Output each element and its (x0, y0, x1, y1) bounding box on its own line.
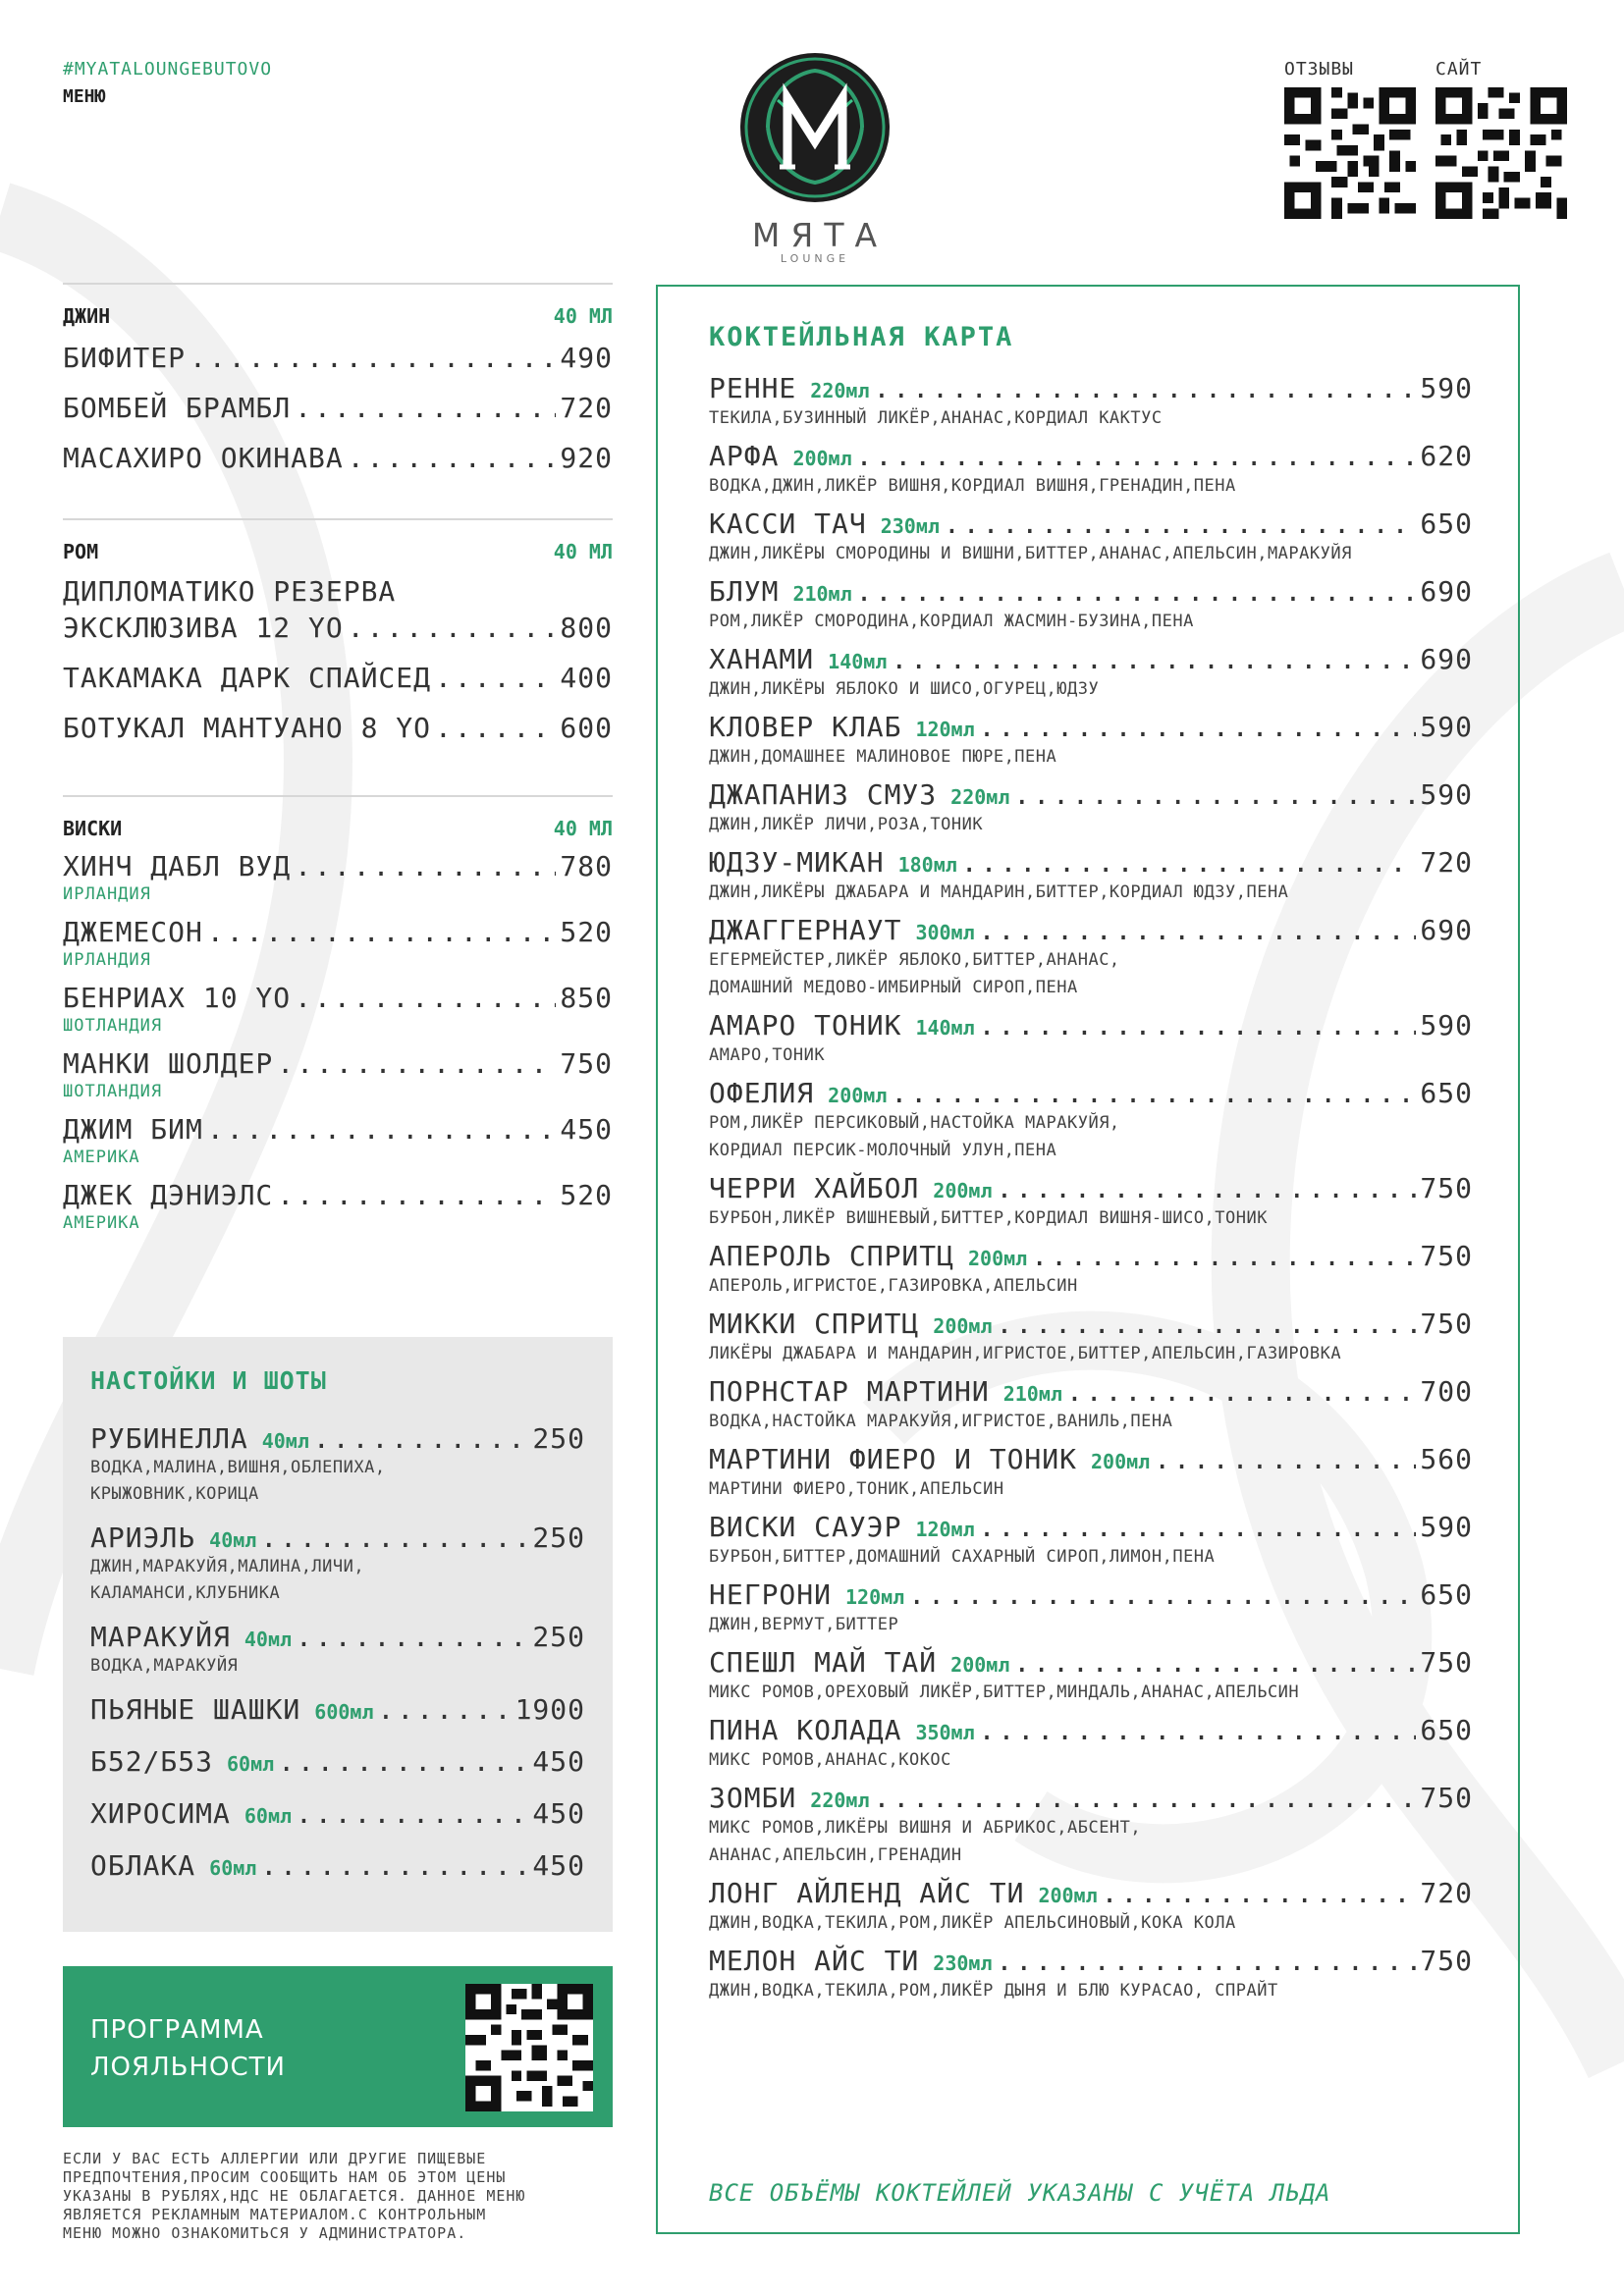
item-name: ОБЛАКА (90, 1849, 196, 1882)
item-name: МИККИ СПРИТЦ (709, 1308, 920, 1340)
cocktail-item (709, 1443, 1473, 1503)
item-price: 590 (1420, 1009, 1473, 1041)
item-description: ВОДКА,МАРАКУЙЯ (90, 1656, 239, 1676)
item-name: СПЕШЛ МАЙ ТАЙ (709, 1646, 938, 1679)
item-volume: 120мл (915, 718, 975, 741)
item-volume: 200мл (828, 1084, 888, 1107)
item-price: 450 (532, 1797, 585, 1830)
item-price: 450 (532, 1745, 585, 1778)
item-price: 750 (1420, 1945, 1473, 1977)
cocktail-item (709, 846, 1473, 906)
item-price: 560 (1420, 1443, 1473, 1475)
item-price: 800 (560, 612, 613, 644)
menu-item (63, 612, 613, 644)
item-description: МИКС РОМОВ,АНАНАС,КОКОС (709, 1750, 951, 1770)
item-description: ВОДКА,ДЖИН,ЛИКЁР ВИШНЯ,КОРДИАЛ ВИШНЯ,ГРЕНАДИН,ПЕНА (709, 476, 1236, 496)
item-country: ШОТЛАНДИЯ (63, 1082, 163, 1101)
menu-item (63, 712, 613, 744)
item-price: 490 (560, 342, 613, 374)
item-description: ЕГЕРМЕЙСТЕР,ЛИКЁР ЯБЛОКО,БИТТЕР,АНАНАС, (709, 950, 1120, 970)
menu-item (90, 1797, 585, 1830)
cocktail-item (709, 778, 1473, 838)
item-country: ШОТЛАНДИЯ (63, 1016, 163, 1036)
item-description: ДЖИН,ЛИКЁРЫ СМОРОДИНЫ И ВИШНИ,БИТТЕР,АНАНАС,АПЕЛЬСИН,МАРАКУЙЯ (709, 544, 1352, 563)
item-price: 690 (1420, 643, 1473, 675)
item-description: ДЖИН,МАРАКУЙЯ,МАЛИНА,ЛИЧИ, (90, 1557, 365, 1576)
item-price: 720 (1420, 846, 1473, 879)
section-shots (63, 1337, 613, 1932)
brand-logo (738, 51, 892, 265)
qr-reviews-label: ОТЗЫВЫ (1284, 59, 1355, 80)
cocktail-item (709, 440, 1473, 500)
item-volume: 200мл (792, 447, 852, 470)
item-volume: 40мл (261, 1429, 309, 1453)
item-description: АНАНАС,АПЕЛЬСИН,ГРЕНАДИН (709, 1845, 962, 1865)
item-name: ТАКАМАКА ДАРК СПАЙСЕД (63, 662, 432, 694)
item-volume: 220мл (810, 1789, 870, 1812)
hashtag: #MYATALOUNGEBUTOVO (63, 59, 273, 80)
item-volume: 200мл (1091, 1450, 1151, 1473)
item-price: 690 (1420, 914, 1473, 946)
item-price: 590 (1420, 372, 1473, 404)
item-price: 250 (532, 1422, 585, 1455)
item-country: АМЕРИКА (63, 1213, 140, 1233)
cocktail-item (709, 1714, 1473, 1774)
cocktail-item (709, 643, 1473, 703)
item-name: ДЖАГГЕРНАУТ (709, 914, 902, 946)
logo-emblem-icon (738, 51, 892, 204)
disclaimer (63, 2150, 613, 2243)
item-price: 750 (1420, 1240, 1473, 1272)
item-description: ДЖИН,ДОМАШНЕЕ МАЛИНОВОЕ ПЮРЕ,ПЕНА (709, 747, 1057, 767)
item-price: 250 (532, 1621, 585, 1653)
section-header (63, 304, 613, 328)
item-volume: 200мл (933, 1179, 993, 1202)
section-header (63, 540, 613, 563)
item-name: ЮДЗУ-МИКАН (709, 846, 885, 879)
item-name: НЕГРОНИ (709, 1578, 833, 1611)
item-name: АРФА (709, 440, 780, 472)
item-name: ДЖЕМЕСОН (63, 916, 203, 948)
cocktail-item (709, 711, 1473, 771)
item-country: ИРЛАНДИЯ (63, 950, 151, 970)
qr-code-icon (1435, 87, 1567, 219)
menu-item (90, 1849, 585, 1882)
cocktail-item (709, 507, 1473, 567)
menu-item (63, 392, 613, 424)
menu-item (63, 342, 613, 374)
item-price: 590 (1420, 778, 1473, 811)
menu-item (90, 1621, 585, 1680)
item-price: 600 (560, 712, 613, 744)
item-volume: 210мл (1002, 1382, 1062, 1406)
item-price: 400 (560, 662, 613, 694)
item-price: 750 (1420, 1646, 1473, 1679)
menu-label: МЕНЮ (63, 86, 106, 107)
item-price: 920 (560, 442, 613, 474)
item-price: 850 (560, 982, 613, 1014)
menu-item (63, 982, 613, 1036)
item-price: 450 (560, 1113, 613, 1146)
item-name: МАСАХИРО ОКИНАВА (63, 442, 344, 474)
item-volume: 120мл (845, 1585, 905, 1609)
disclaimer-line: ЕСЛИ У ВАС ЕСТЬ АЛЛЕРГИИ ИЛИ ДРУГИЕ ПИЩЕВЫЕ (63, 2150, 487, 2167)
cocktail-list (709, 372, 1473, 2004)
item-volume: 210мл (792, 582, 852, 606)
item-name: БЛУМ (709, 575, 780, 608)
section-title: КОКТЕЙЛЬНАЯ КАРТА (709, 322, 1014, 352)
item-volume: 60мл (209, 1856, 257, 1880)
item-name: Б52/Б53 (90, 1745, 214, 1778)
item-name: ПИНА КОЛАДА (709, 1714, 902, 1746)
cocktail-item (709, 1945, 1473, 2004)
cocktail-item (709, 1511, 1473, 1571)
item-description: ДЖИН,ВОДКА,ТЕКИЛА,РОМ,ЛИКЁР ДЫНЯ И БЛЮ КУРАСАО, СПРАЙТ (709, 1981, 1278, 2001)
cocktail-item (709, 1240, 1473, 1300)
item-description: ЛИКЁРЫ ДЖАБАРА И МАНДАРИН,ИГРИСТОЕ,БИТТЕР,АПЕЛЬСИН,ГАЗИРОВКА (709, 1344, 1342, 1363)
item-volume: 350мл (915, 1721, 975, 1744)
cocktail-card (656, 285, 1520, 2234)
item-price: 1900 (514, 1693, 585, 1726)
item-name: МАРТИНИ ФИЕРО И ТОНИК (709, 1443, 1078, 1475)
item-description: КРЫЖОВНИК,КОРИЦА (90, 1484, 259, 1504)
menu-item (63, 1047, 613, 1101)
loyalty-banner[interactable] (63, 1966, 613, 2127)
item-name: ЧЕРРИ ХАЙБОЛ (709, 1172, 920, 1204)
qr-code-icon (1284, 87, 1416, 219)
item-description: РОМ,ЛИКЁР СМОРОДИНА,КОРДИАЛ ЖАСМИН-БУЗИНА,ПЕНА (709, 612, 1194, 631)
item-volume: 60мл (227, 1752, 275, 1776)
item-name: МАНКИ ШОЛДЕР (63, 1047, 274, 1080)
item-price: 250 (532, 1522, 585, 1554)
cocktail-item (709, 1077, 1473, 1164)
item-volume: 220мл (950, 785, 1010, 809)
item-price: 720 (560, 392, 613, 424)
item-price: 650 (1420, 1578, 1473, 1611)
loyalty-line2: ЛОЯЛЬНОСТИ (90, 2053, 286, 2082)
item-description: РОМ,ЛИКЁР ПЕРСИКОВЫЙ,НАСТОЙКА МАРАКУЙЯ, (709, 1113, 1120, 1133)
item-price: 520 (560, 916, 613, 948)
item-price: 450 (532, 1849, 585, 1882)
item-description: МАРТИНИ ФИЕРО,ТОНИК,АПЕЛЬСИН (709, 1479, 1004, 1499)
item-name: ХИРОСИМА (90, 1797, 231, 1830)
item-volume: 40мл (244, 1628, 293, 1651)
item-description: ТЕКИЛА,БУЗИННЫЙ ЛИКЁР,АНАНАС,КОРДИАЛ КАКТУС (709, 408, 1163, 428)
menu-item (63, 442, 613, 474)
item-price: 590 (1420, 711, 1473, 743)
item-volume: 140мл (828, 650, 888, 673)
item-volume: 200мл (933, 1314, 993, 1338)
item-name: КАССИ ТАЧ (709, 507, 867, 540)
loyalty-line1: ПРОГРАММА (90, 2015, 264, 2045)
logo-name: МЯТА (751, 216, 889, 254)
item-name: ПОРНСТАР МАРТИНИ (709, 1375, 990, 1408)
section-volume: 40 МЛ (553, 304, 613, 328)
item-description: ВОДКА,МАЛИНА,ВИШНЯ,ОБЛЕПИХА, (90, 1458, 386, 1477)
item-name: ЭКСКЛЮЗИВА 12 YO (63, 612, 344, 644)
item-name: ЗОМБИ (709, 1782, 797, 1814)
item-name: МЕЛОН АЙС ТИ (709, 1945, 920, 1977)
menu-item (90, 1422, 585, 1508)
item-name: БОМБЕЙ БРАМБЛ (63, 392, 292, 424)
item-volume: 200мл (950, 1653, 1010, 1677)
item-volume: 230мл (880, 514, 940, 538)
item-price: 700 (1420, 1375, 1473, 1408)
disclaimer-line: ЯВЛЯЕТСЯ РЕКЛАМНЫМ МАТЕРИАЛОМ.С КОНТРОЛЬНЫМ (63, 2206, 487, 2223)
cocktail-item (709, 1009, 1473, 1069)
item-price: 750 (1420, 1308, 1473, 1340)
item-price: 520 (560, 1179, 613, 1211)
item-name: БЕНРИАХ 10 YO (63, 982, 292, 1014)
item-name: ДЖАПАНИЗ СМУЗ (709, 778, 938, 811)
menu-item (63, 850, 613, 904)
item-name: ЛОНГ АЙЛЕНД АЙС ТИ (709, 1877, 1025, 1909)
menu-item (63, 1113, 613, 1167)
item-description: ДЖИН,ЛИКЁРЫ ЯБЛОКО И ШИСО,ОГУРЕЦ,ЮДЗУ (709, 679, 1100, 699)
item-volume: 200мл (1038, 1884, 1098, 1907)
section-header (63, 817, 613, 840)
qr-code-icon[interactable] (465, 1984, 593, 2111)
item-description: АМАРО,ТОНИК (709, 1045, 826, 1065)
item-description: БУРБОН,БИТТЕР,ДОМАШНИЙ САХАРНЫЙ СИРОП,ЛИМОН,ПЕНА (709, 1547, 1216, 1567)
item-volume: 220мл (810, 379, 870, 402)
menu-item (63, 662, 613, 694)
section-gin (63, 283, 613, 474)
menu-item (63, 1179, 613, 1233)
section-rum (63, 518, 613, 744)
item-volume: 120мл (915, 1518, 975, 1541)
item-name: ДЖИМ БИМ (63, 1113, 203, 1146)
item-name: АПЕРОЛЬ СПРИТЦ (709, 1240, 955, 1272)
item-description: МИКС РОМОВ,ОРЕХОВЫЙ ЛИКЁР,БИТТЕР,МИНДАЛЬ,АНАНАС,АПЕЛЬСИН (709, 1682, 1300, 1702)
cocktail-item (709, 1172, 1473, 1232)
cocktail-item (709, 1578, 1473, 1638)
section-title: ВИСКИ (63, 817, 123, 840)
item-price: 650 (1420, 507, 1473, 540)
loyalty-text (90, 2011, 286, 2086)
menu-item (90, 1693, 585, 1726)
item-description: КАЛАМАНСИ,КЛУБНИКА (90, 1583, 281, 1603)
item-name-line1: ДИПЛОМАТИКО РЕЗЕРВА (63, 575, 397, 608)
item-name: МАРАКУЙЯ (90, 1621, 231, 1653)
item-description: ДЖИН,ЛИКЁРЫ ДЖАБАРА И МАНДАРИН,БИТТЕР,КОРДИАЛ ЮДЗУ,ПЕНА (709, 882, 1289, 902)
disclaimer-line: ПРЕДПОЧТЕНИЯ,ПРОСИМ СООБЩИТЬ НАМ ОБ ЭТОМ ЦЕНЫ (63, 2168, 507, 2186)
item-volume: 180мл (897, 853, 957, 877)
cocktail-item (709, 1877, 1473, 1937)
item-price: 720 (1420, 1877, 1473, 1909)
item-name: ХАНАМИ (709, 643, 815, 675)
cocktail-item (709, 372, 1473, 432)
item-price: 780 (560, 850, 613, 882)
item-description: БУРБОН,ЛИКЁР ВИШНЕВЫЙ,БИТТЕР,КОРДИАЛ ВИШНЯ-ШИСО,ТОНИК (709, 1208, 1268, 1228)
item-price: 690 (1420, 575, 1473, 608)
item-description: ВОДКА,НАСТОЙКА МАРАКУЙЯ,ИГРИСТОЕ,ВАНИЛЬ,ПЕНА (709, 1412, 1173, 1431)
item-name: ПЬЯНЫЕ ШАШКИ (90, 1693, 301, 1726)
cocktail-item (709, 914, 1473, 1001)
item-volume: 600мл (314, 1700, 374, 1724)
section-volume: 40 МЛ (553, 817, 613, 840)
logo-subtitle: LOUNGE (780, 252, 850, 265)
menu-item (90, 1522, 585, 1607)
menu-item (90, 1745, 585, 1778)
item-price: 620 (1420, 440, 1473, 472)
section-whisky (63, 795, 613, 1233)
cocktail-item (709, 1646, 1473, 1706)
section-title: НАСТОЙКИ И ШОТЫ (90, 1366, 327, 1395)
cocktail-item (709, 575, 1473, 635)
item-description: ДОМАШНИЙ МЕДОВО-ИМБИРНЫЙ СИРОП,ПЕНА (709, 978, 1078, 997)
item-name: ДЖЕК ДЭНИЭЛС (63, 1179, 274, 1211)
cocktail-footnote: ВСЕ ОБЪЁМЫ КОКТЕЙЛЕЙ УКАЗАНЫ С УЧЁТА ЛЬДА (709, 2179, 1331, 2207)
item-description: АПЕРОЛЬ,ИГРИСТОЕ,ГАЗИРОВКА,АПЕЛЬСИН (709, 1276, 1078, 1296)
item-country: АМЕРИКА (63, 1148, 140, 1167)
item-name: ХИНЧ ДАБЛ ВУД (63, 850, 292, 882)
item-name: ВИСКИ САУЭР (709, 1511, 902, 1543)
item-price: 750 (560, 1047, 613, 1080)
item-description: МИКС РОМОВ,ЛИКЁРЫ ВИШНЯ И АБРИКОС,АБСЕНТ, (709, 1818, 1142, 1838)
cocktail-item (709, 1375, 1473, 1435)
item-price: 590 (1420, 1511, 1473, 1543)
item-name: АМАРО ТОНИК (709, 1009, 902, 1041)
qr-reviews[interactable] (1284, 59, 1416, 219)
item-price: 650 (1420, 1714, 1473, 1746)
cocktail-item (709, 1782, 1473, 1869)
item-name: ОФЕЛИЯ (709, 1077, 815, 1109)
item-name: КЛОВЕР КЛАБ (709, 711, 902, 743)
item-price: 650 (1420, 1077, 1473, 1109)
item-description: ДЖИН,ЛИКЁР ЛИЧИ,РОЗА,ТОНИК (709, 815, 984, 834)
item-price: 750 (1420, 1172, 1473, 1204)
disclaimer-line: УКАЗАНЫ В РУБЛЯХ,НДС НЕ ОБЛАГАЕТСЯ. ДАННОЕ МЕНЮ (63, 2187, 526, 2205)
item-country: ИРЛАНДИЯ (63, 884, 151, 904)
qr-site-label: САЙТ (1435, 59, 1483, 80)
item-volume: 140мл (915, 1016, 975, 1040)
item-volume: 40мл (209, 1528, 257, 1552)
disclaimer-line: МЕНЮ МОЖНО ОЗНАКОМИТЬСЯ У АДМИНИСТРАТОРА. (63, 2224, 467, 2242)
item-price: 750 (1420, 1782, 1473, 1814)
item-volume: 60мл (244, 1804, 293, 1828)
item-description: КОРДИАЛ ПЕРСИК-МОЛОЧНЫЙ УЛУН,ПЕНА (709, 1141, 1057, 1160)
qr-site[interactable] (1435, 59, 1567, 219)
cocktail-item (709, 1308, 1473, 1367)
item-name: АРИЭЛЬ (90, 1522, 196, 1554)
item-name: РУБИНЕЛЛА (90, 1422, 248, 1455)
item-name: РЕННЕ (709, 372, 797, 404)
section-volume: 40 МЛ (553, 540, 613, 563)
item-name: БОТУКАЛ МАНТУАНО 8 YO (63, 712, 432, 744)
item-description: ДЖИН,ВЕРМУТ,БИТТЕР (709, 1615, 899, 1634)
item-volume: 200мл (968, 1247, 1028, 1270)
item-volume: 230мл (933, 1951, 993, 1975)
menu-item (63, 916, 613, 970)
item-volume: 300мл (915, 921, 975, 944)
section-title: ДЖИН (63, 304, 111, 328)
item-name: БИФИТЕР (63, 342, 187, 374)
item-description: ДЖИН,ВОДКА,ТЕКИЛА,РОМ,ЛИКЁР АПЕЛЬСИНОВЫЙ,КОКА КОЛА (709, 1913, 1236, 1933)
section-title: РОМ (63, 540, 99, 563)
